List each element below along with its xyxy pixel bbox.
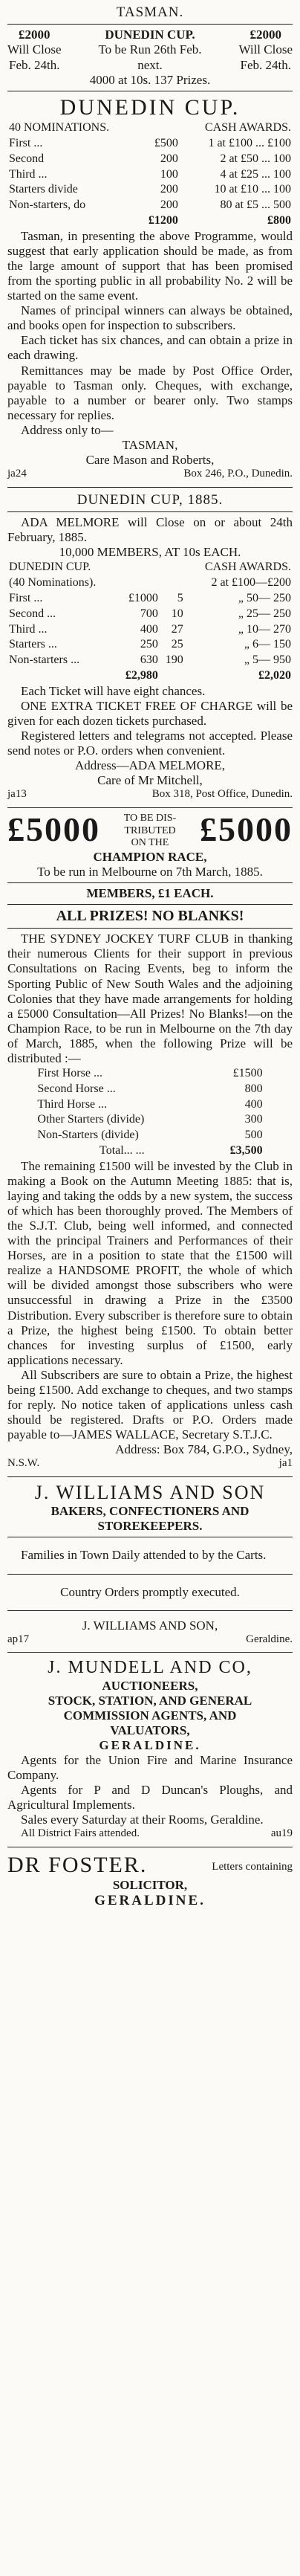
subtitle: BAKERS, CONFECTIONERS AND <box>50 1504 250 1519</box>
paragraph: Each ticket has six chances, and can obtain a prize in each drawing. <box>7 333 293 363</box>
members-line: MEMBERS, £1 EACH. <box>86 885 214 900</box>
cup-heading: DUNEDIN CUP. <box>59 94 241 120</box>
totals-row <box>7 213 293 229</box>
foster-ad <box>7 1847 293 1910</box>
table-row: Second Horse ... 800 <box>37 1082 263 1095</box>
date-stamp: ja1 <box>278 1457 293 1469</box>
table-row: Non-starters, do 200 80 at £5 ... 500 <box>9 198 291 212</box>
mundell-ad <box>7 1653 293 1847</box>
date-stamp: ja24 <box>7 467 27 480</box>
ad-title: DR FOSTER. <box>7 1852 148 1877</box>
subtitle: SOLICITOR, <box>112 1878 188 1893</box>
paragraph: ONE EXTRA TICKET FREE OF CHARGE will be given for each dozen tickets purchased. <box>7 699 293 729</box>
paragraph: Registered letters and telegrams not accepted. Please send notes or P.O. orders when convenient. <box>7 729 293 758</box>
subtitle: GERALDINE. <box>99 1737 201 1752</box>
nsw: N.S.W. <box>7 1457 40 1469</box>
table-row: Third ... 400 27 „ 10— 270 <box>9 622 291 636</box>
right-amount: £2000 <box>250 28 281 42</box>
paragraph: Sales every Saturday at their Rooms, Geraldine. <box>21 1812 264 1827</box>
table-row: First ... £500 1 at £100 ... £100 <box>9 136 291 149</box>
signature: J. WILLIAMS AND SON, <box>82 1618 218 1633</box>
tasman-header: TASMAN. <box>116 4 184 20</box>
members-line: 10,000 MEMBERS, AT 10s EACH. <box>59 545 241 560</box>
table-row: Non-starters ... 630 190 „ 5— 950 <box>9 653 291 667</box>
paragraph: All District Fairs attended. <box>21 1827 140 1840</box>
table-row: Starters divide 200 10 at £10 ... 100 <box>9 183 291 196</box>
champion-race-ad <box>7 808 293 1477</box>
table-row: Other Starters (divide) 300 <box>37 1113 263 1126</box>
prizes-line: ALL PRIZES! NO BLANKS! <box>56 907 244 924</box>
care-of: Care of Mr Mitchell, <box>97 773 203 788</box>
left-amount: £2000 <box>19 28 50 42</box>
table-row: Third Horse ... 400 <box>37 1097 263 1111</box>
table-row: Non-Starters (divide) 500 <box>37 1129 263 1142</box>
right-date: Feb. 24th. <box>240 57 291 72</box>
paragraph: Remittances may be made by Post Office Order, payable to Tasman only. Cheques, with exchange, payable to a number or bearer only. Two stamps necessary for replies. <box>7 363 293 422</box>
intro: ADA MELMORE will Close on or about 24th February, 1885. <box>7 514 293 544</box>
paragraph: Families in Town Daily attended to by the Carts. <box>21 1548 267 1563</box>
table-row: First Horse ... £1500 <box>37 1066 263 1079</box>
totals-row: Total... ... £3,500 <box>100 1144 263 1158</box>
nominations-label: 40 NOMINATIONS. <box>9 120 110 134</box>
race-title: CHAMPION RACE, <box>93 849 207 864</box>
paragraph: Agents for the Union Fire and Marine Insurance Company. <box>7 1752 293 1782</box>
subtitle: GERALDINE. <box>94 1893 206 1909</box>
table-row: Second 200 2 at £50 ... 100 <box>9 152 291 165</box>
ada-melmore-ad <box>7 488 293 809</box>
subtitle: COMMISSION AGENTS, AND <box>63 1708 237 1723</box>
left-date: Feb. 24th. <box>9 57 60 72</box>
cup-run-line: To be Run 26th Feb. <box>98 42 202 57</box>
subtitle: VALUATORS, <box>110 1723 190 1737</box>
total-left: £1200 <box>148 214 178 227</box>
cup-title: DUNEDIN CUP. <box>105 28 195 42</box>
tasman-ad <box>7 0 293 488</box>
place: Geraldine. <box>246 1633 293 1645</box>
cup-table <box>7 120 293 229</box>
run-line: To be run in Melbourne on 7th March, 1885. <box>37 864 263 879</box>
totals-row: £2,980 £2,020 <box>125 669 291 682</box>
date-stamp: ja13 <box>7 788 27 801</box>
address: Address—ADA MELMORE, <box>74 758 226 773</box>
ad-title: J. MUNDELL AND CO, <box>48 1658 252 1678</box>
amount-left: £5000 <box>7 810 100 849</box>
ad-title: J. WILLIAMS AND SON <box>34 1481 266 1503</box>
subtitle: AUCTIONEERS, <box>102 1678 198 1693</box>
date-stamp: ap17 <box>7 1633 30 1645</box>
table-row: Third ... 100 4 at £25 ... 100 <box>9 167 291 181</box>
signature-box: Box 246, P.O., Dunedin. <box>183 467 293 480</box>
signature-name: TASMAN, <box>122 437 178 452</box>
awards-table: DUNEDIN CUP. CASH AWARDS. (40 Nominations). 2 at £100—£200 First ... £1000 5 „ 50— 250 Second ... 700 10 „ 25— 250 Third ... 400 27 „ 10— 270 Starters ... 250 25 „ 6— 150 Non-starters ... 630 190 „ 5— 950 £2,980 £2,020 <box>7 560 293 684</box>
paragraph: Names of principal winners can always be obtained, and books open for inspection to subscribers. <box>7 303 293 333</box>
paragraph: Each Ticket will have eight chances. <box>21 684 206 699</box>
paragraph: Tasman, in presenting the above Programme, would suggest that early application should be made, as from the large amount of support that has been promised from the sporting public in all probability No. 2 will be started on the same event. <box>7 229 293 303</box>
subtitle: STOCK, STATION, AND GENERAL <box>48 1693 252 1708</box>
paragraph: THE SYDNEY JOCKEY TURF CLUB in thanking their numerous Clients for their support in previous Consultations on Racing Events, beg to inform the Sporting Public of New South Wales and the adjoining Colonies that they have made arrangements for holding a £5000 Consultation—All Prizes! No Blanks!—on the Champion Race, to be run in Melbourne on the 7th day of March, 1885, when the following Prize will be distributed :— <box>7 932 293 1065</box>
table-row: First ... £1000 5 „ 50— 250 <box>9 591 291 604</box>
date-stamp: au19 <box>270 1827 293 1840</box>
paragraph: The remaining £1500 will be invested by the Club in making a Book on the Autumn Meeting 1885: that is, laying and taking the odds by a new system, the success of which has been thoroughly proved. The Members of the S.J.T. Club, being well informed, and connected with the principal Trainers and Performances of their Horses, are in a position to state that the £1500 will realize a HANDSOME PROFIT, the whole of which will be divided amongst those subscribers who were unsuccessful in drawing a Prize in the £3500 Distribution. Every subscriber is therefore sure to obtain a Prize, the highest being £1500. To obtain better chances for investing surplus of £1500, early applications necessary. <box>7 1159 293 1367</box>
williams-ad <box>7 1477 293 1653</box>
signature-line: Care Mason and Roberts, <box>85 452 215 467</box>
address-label: Address only to— <box>21 422 114 437</box>
paragraph: Agents for P and D Duncan's Ploughs, and Agricultural Implements. <box>7 1782 293 1812</box>
cash-awards-label: CASH AWARDS. <box>204 120 291 134</box>
table-row: Second ... 700 10 „ 25— 250 <box>9 607 291 620</box>
total-right: £800 <box>267 214 291 227</box>
right-close: Will Close <box>238 42 293 57</box>
paragraph: All Subscribers are sure to obtain a Prize, the highest being £1500. Add exchange to cheques, and two stamps for reply. No notice taken of applications unless cash should be registered. Drafts or P.O. Orders made payable to—JAMES WALLACE, Secretary S.T.J.C. <box>7 1367 293 1442</box>
letters-note: Letters containing <box>212 1860 293 1873</box>
box-address: Box 318, Post Office, Dunedin. <box>151 788 293 801</box>
prizes-line: 4000 at 10s. 137 Prizes. <box>89 72 211 87</box>
champion-header: £5000 TO BE DIS- TRIBUTED ON THE £5000 <box>7 810 293 849</box>
subtitle: STOREKEEPERS. <box>97 1519 203 1534</box>
cup-header-row <box>7 28 293 72</box>
address-line: Address: Box 784, G.P.O., Sydney, <box>115 1442 293 1456</box>
ad-title: DUNEDIN CUP, 1885. <box>76 491 224 508</box>
paragraph: Country Orders promptly executed. <box>60 1584 240 1599</box>
cup-next: next. <box>137 57 163 72</box>
left-close: Will Close <box>7 42 62 57</box>
prize-table <box>36 1066 264 1159</box>
table-row: Starters ... 250 25 „ 6— 150 <box>9 638 291 651</box>
amount-right: £5000 <box>200 810 293 849</box>
